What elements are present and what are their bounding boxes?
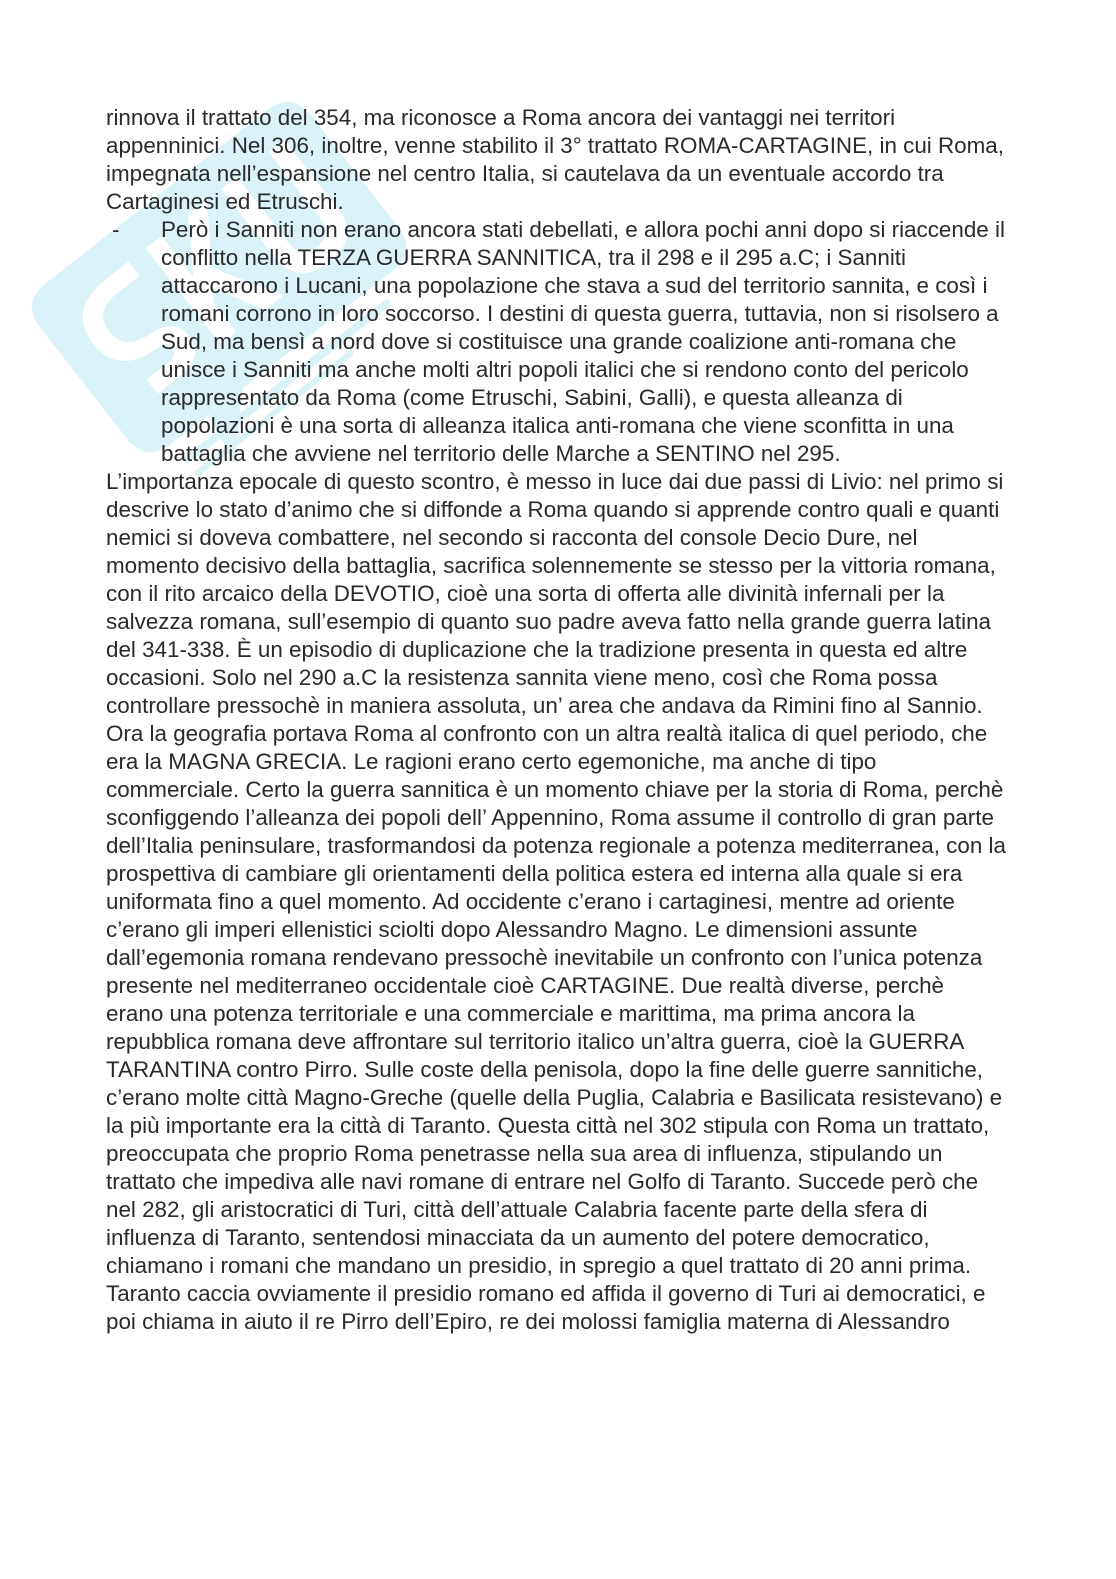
bullet-text: Però i Sanniti non erano ancora stati debellati, e allora pochi anni dopo si riaccende il conflitto nella TERZA GUERRA SANNITICA, tra il 298 e il 295 a.C; i Sanniti attaccarono i Lucani, una popolazione che stava a sud del territorio sannita, e così i romani corrono in loro soccorso. I destini di questa guerra, tuttavia, non si risolsero a Sud, ma bensì a nord dove si costituisce una grande coalizione anti-romana che unisce i Sanniti ma anche molti altri popoli italici che si rendono conto del pericolo rappresentato da Roma (come Etruschi, Sabini, Galli), e questa alleanza di popolazioni è una sorta di alleanza italica anti-romana che viene sconfitta in una battaglia che avviene nel territorio delle Marche a SENTINO nel 295. (161, 217, 1005, 466)
document-page (106, 104, 1006, 1336)
paragraph-magna-grecia: Ora la geografia portava Roma al confronto con un altra realtà italica di quel periodo, che era la MAGNA GRECIA. Le ragioni erano certo egemoniche, ma anche di tipo commerciale. Certo la guerra sannitica è un momento chiave per la storia di Roma, perchè sconfiggendo l’alleanza dei popoli dell’ Appennino, Roma assume il controllo di gran parte dell’Italia peninsulare, trasformandosi da potenza regionale a potenza mediterranea, con la prospettiva di cambiare gli orientamenti della politica estera ed interna alla quale si era uniformata fino a quel momento. Ad occidente c’erano i cartaginesi, mentre ad oriente c’erano gli imperi ellenistici sciolti dopo Alessandro Magno. Le dimensioni assunte dall’egemonia romana rendevano pressochè inevitabile un confronto con l’unica potenza presente nel mediterraneo occidentale cioè CARTAGINE. Due realtà diverse, perchè erano una potenza territoriale e una commerciale e marittima, ma prima ancora la repubblica romana deve affrontare sul territorio italico un’altra guerra, cioè la GUERRA TARANTINA contro Pirro. Sulle coste della penisola, dopo la fine delle guerre sannitiche, c’erano molte città Magno-Greche (quelle della Puglia, Calabria e Basilicata resistevano) e la più importante era la città di Taranto. Questa città nel 302 stipula con Roma un trattato, preoccupata che proprio Roma penetrasse nella sua area di influenza, stipulando un trattato che impediva alle navi romane di entrare nel Golfo di Taranto. Succede però che nel 282, gli aristocratici di Turi, città dell’attuale Calabria facente parte della sfera di influenza di Taranto, sentendosi minacciata da un aumento del potere democratico, chiamano i romani che mandano un presidio, in spregio a quel trattato di 20 anni prima. Taranto caccia ovviamente il presidio romano ed affida il governo di Turi ai democratici, e poi chiama in aiuto il re Pirro dell’Epiro, re dei molossi famiglia materna di Alessandro (106, 721, 1006, 1334)
paragraph-trattato: rinnova il trattato del 354, ma riconosce a Roma ancora dei vantaggi nei territori appenninici. Nel 306, inoltre, venne stabilito il 3° trattato ROMA-CARTAGINE, in cui Roma, impegnata nell’espansione nel centro Italia, si cautelava da un eventuale accordo tra Cartaginesi ed Etruschi. (106, 105, 1004, 214)
bullet-dash: - (112, 217, 120, 242)
paragraph-sentino: L’importanza epocale di questo scontro, è messo in luce dai due passi di Livio: nel primo si descrive lo stato d’animo che si diffonde a Roma quando si apprende contro quali e quanti nemici si doveva combattere, nel secondo si racconta del console Decio Dure, nel momento decisivo della battaglia, sacrifica solennemente se stesso per la vittoria romana, con il rito arcaico della DEVOTIO, cioè una sorta di offerta alle divinità infernali per la salvezza romana, sull’esempio di quanto suo padre aveva fatto nella grande guerra latina del 341-338. È un episodio di duplicazione che la tradizione presenta in questa ed altre occasioni. Solo nel 290 a.C la resistenza sannita viene meno, così che Roma possa controllare pressochè in maniera assoluta, un’ area che andava da Rimini fino al Sannio. (106, 469, 1004, 718)
bullet-item-terza-guerra-sannitica (106, 216, 1006, 468)
